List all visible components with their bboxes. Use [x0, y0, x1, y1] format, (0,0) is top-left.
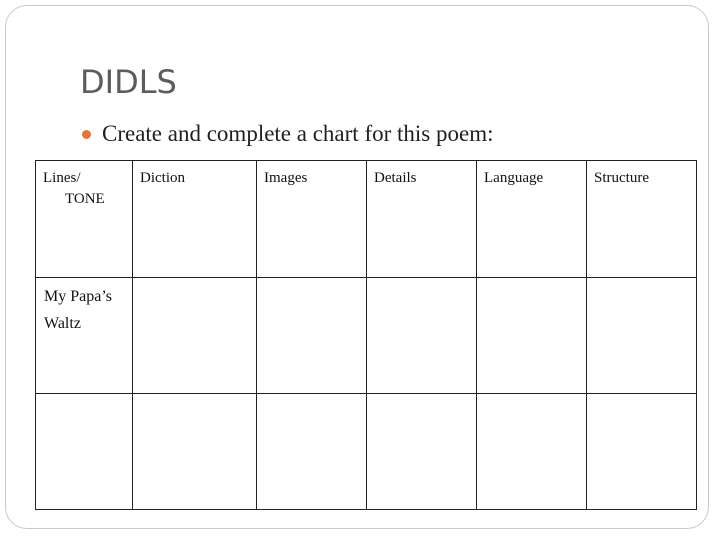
table-cell[interactable]	[257, 278, 367, 394]
didls-chart-table	[35, 160, 697, 510]
bullet-text: Create and complete a chart for this poem:	[102, 121, 494, 146]
header-cell-lines-tone	[36, 161, 133, 278]
table-cell-poem-title[interactable]: My Papa’s Waltz	[36, 278, 133, 394]
table-cell[interactable]	[587, 278, 697, 394]
table-cell[interactable]	[133, 278, 257, 394]
header-cell-diction: Diction	[133, 161, 257, 278]
header-cell-images: Images	[257, 161, 367, 278]
table-cell[interactable]	[133, 394, 257, 510]
table-cell[interactable]	[477, 394, 587, 510]
bullet-item	[82, 117, 493, 151]
bullet-dot-icon	[82, 130, 91, 139]
table-cell[interactable]	[587, 394, 697, 510]
table-cell[interactable]	[477, 278, 587, 394]
table-cell[interactable]	[257, 394, 367, 510]
table-row	[36, 278, 697, 394]
table-cell[interactable]	[367, 278, 477, 394]
slide-title: DIDLS	[80, 63, 177, 101]
header-cell-details: Details	[367, 161, 477, 278]
table-header-row	[36, 161, 697, 278]
table-cell[interactable]	[36, 394, 133, 510]
header-lines-label: Lines/	[43, 170, 81, 186]
table-row	[36, 394, 697, 510]
table-cell[interactable]	[367, 394, 477, 510]
header-cell-structure: Structure	[587, 161, 697, 278]
header-tone-label: TONE	[65, 191, 105, 207]
header-cell-language: Language	[477, 161, 587, 278]
